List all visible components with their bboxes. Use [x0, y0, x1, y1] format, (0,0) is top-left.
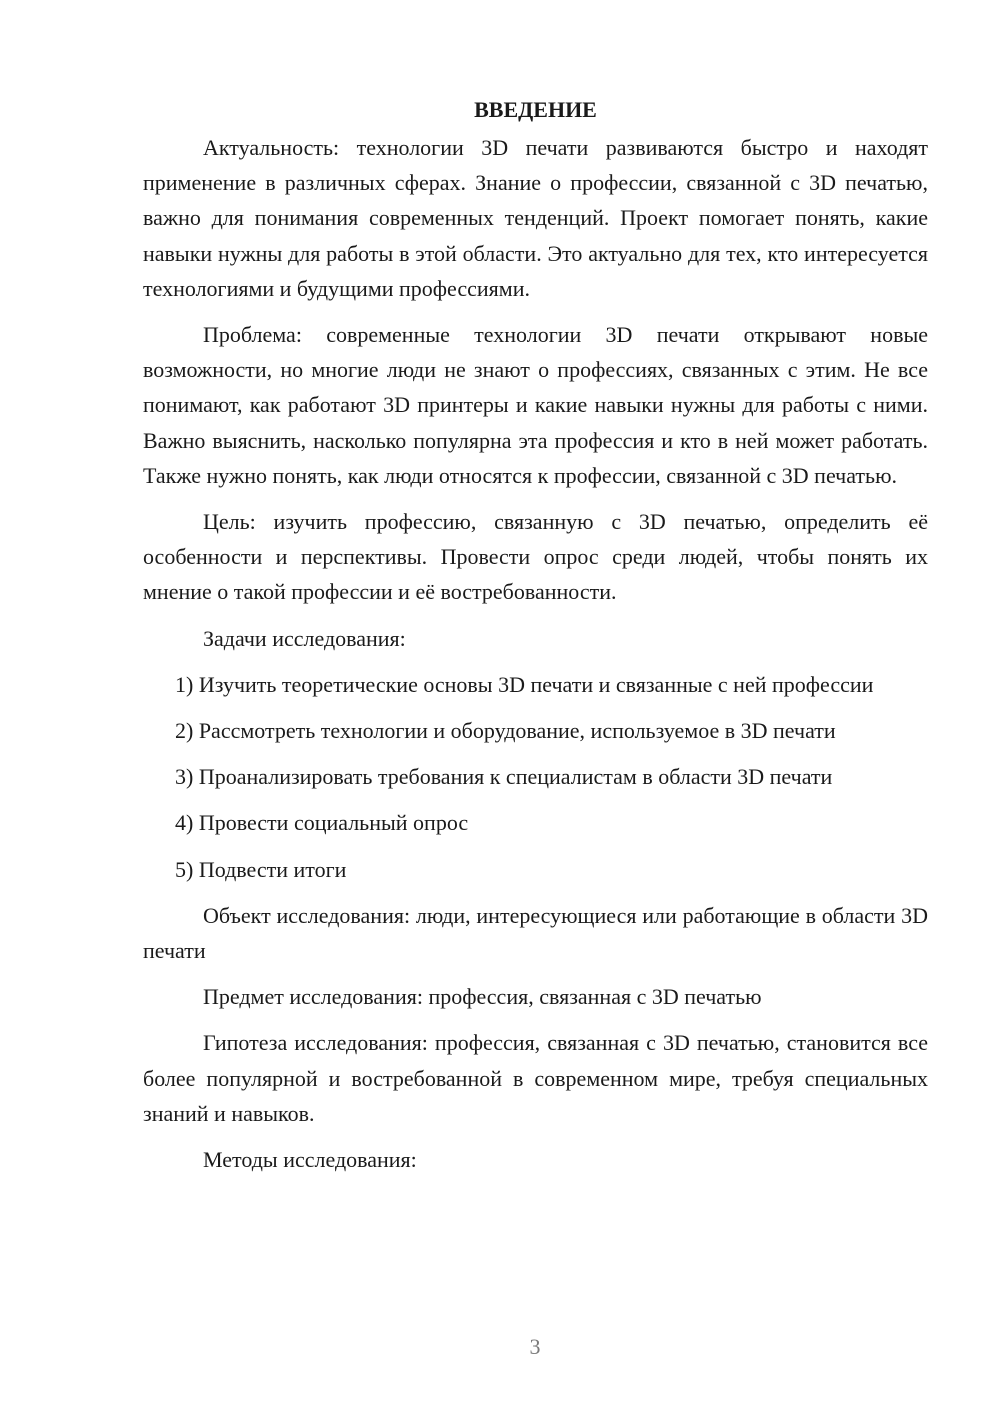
paragraph-problem: Проблема: современные технологии 3D печати открывают новые возможности, но многие люди не знают о профессиях, связанных с этим. Не все понимают, как работают 3D принтеры и какие навыки нужны для работы с ними. Важно выяснить, насколько популярна эта профессия и кто в ней может работать. Также нужно понять, как люди относятся к профессии, связанной с 3D печатью. — [143, 322, 928, 488]
paragraph-hypothesis: Гипотеза исследования: профессия, связанная с 3D печатью, становится все более популярной и востребованной в современном мире, требуя специальных знаний и навыков. — [143, 1030, 928, 1126]
paragraph-object: Объект исследования: люди, интересующиеся или работающие в области 3D печати — [143, 902, 928, 964]
paragraph-subject: Предмет исследования: профессия, связанная с 3D печатью — [203, 984, 762, 1010]
task-item: 5) Подвести итоги — [175, 856, 347, 882]
page-number: 3 — [529, 1334, 541, 1359]
paragraph-methods: Методы исследования: — [203, 1147, 417, 1173]
section-heading: ВВЕДЕНИЕ — [474, 97, 597, 122]
task-item: 4) Провести социальный опрос — [175, 810, 469, 836]
paragraph-goal: Цель: изучить профессию, связанную с 3D печатью, определить её особенности и перспективы. Провести опрос среди людей, чтобы понять их мнение о такой профессии и её востребованности. — [143, 509, 928, 605]
task-item: 3) Проанализировать требования к специалистам в области 3D печати — [175, 764, 833, 790]
page-content — [143, 92, 928, 1188]
task-item: 1) Изучить теоретические основы 3D печати и связанные с ней профессии — [175, 671, 874, 697]
paragraph-relevance: Актуальность: технологии 3D печати развиваются быстро и находят применение в различных сферах. Знание о профессии, связанной с 3D печатью, важно для понимания современных тенденций. Проект помогает понять, какие навыки нужны для работы в этой области. Это актуально для тех, кто интересуется технологиями и будущими профессиями. — [143, 135, 928, 301]
task-item: 2) Рассмотреть технологии и оборудование, используемое в 3D печати — [175, 718, 836, 744]
paragraph-tasks-heading: Задачи исследования: — [203, 625, 406, 651]
